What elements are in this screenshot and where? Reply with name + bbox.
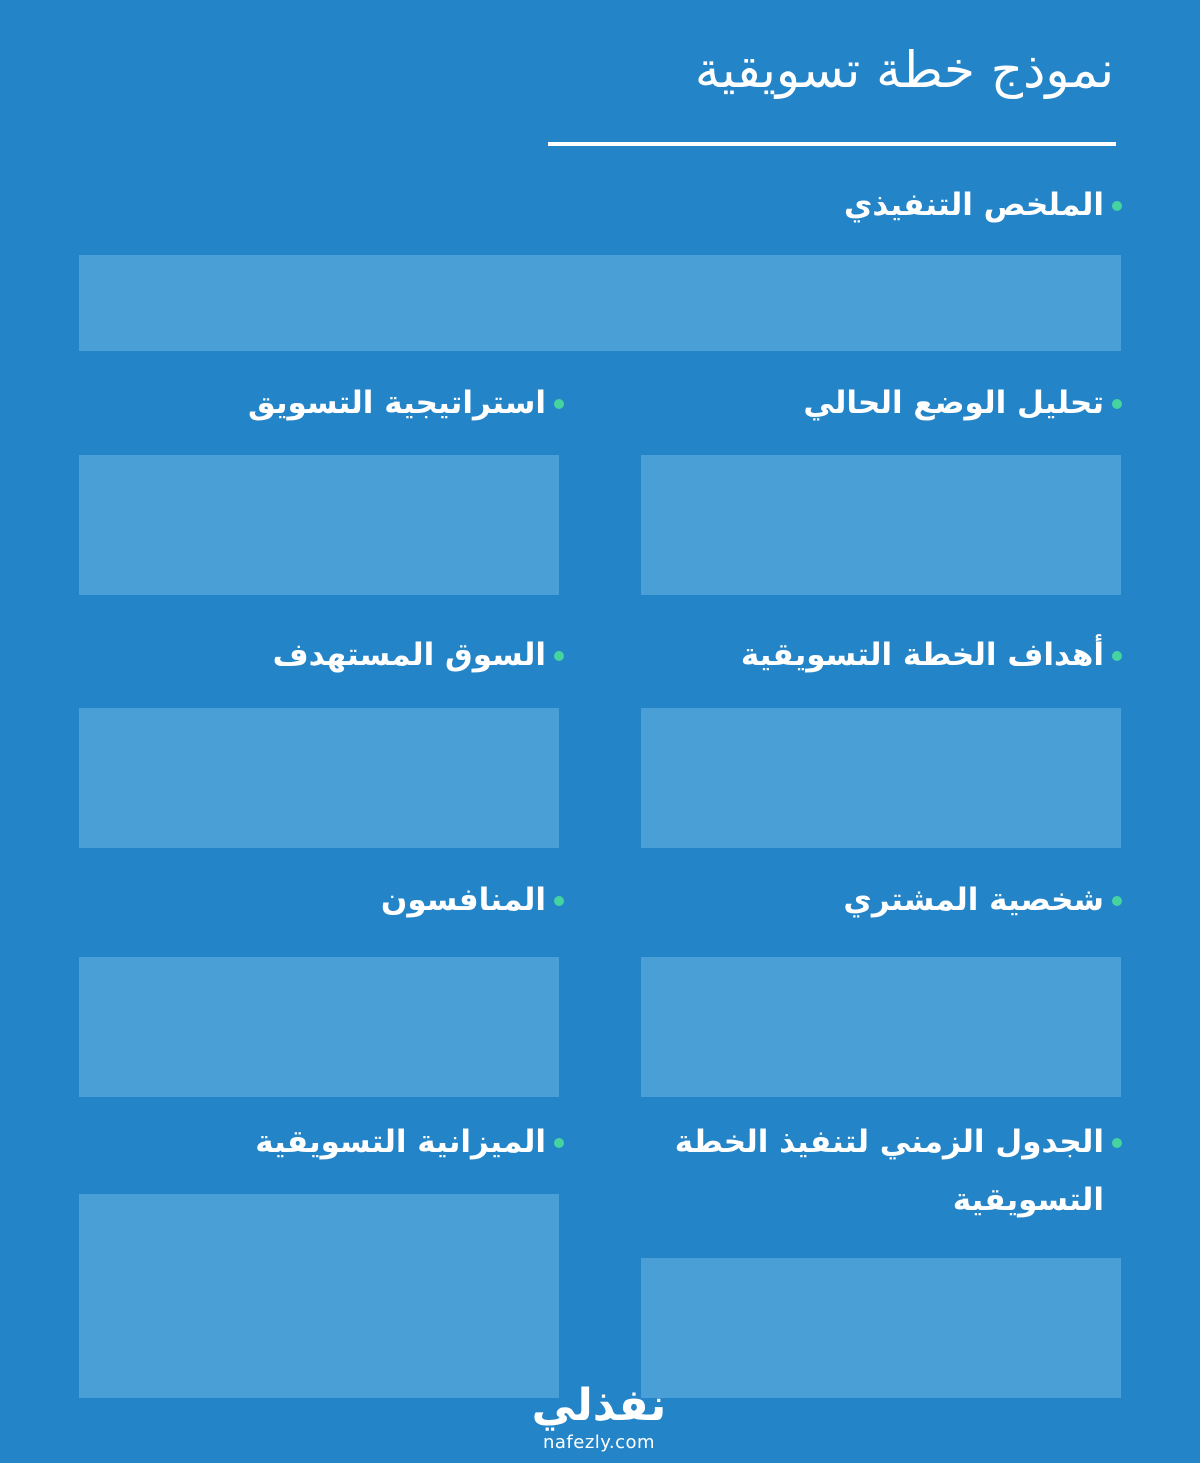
section-executive-summary-label: الملخص التنفيذي	[844, 176, 1122, 234]
bullet-icon	[554, 651, 564, 661]
section-competitors-label: المنافسون	[381, 871, 564, 929]
page-title: نموذج خطة تسويقية	[694, 41, 1114, 99]
section-target-market-label: السوق المستهدف	[273, 626, 564, 684]
section-buyer-persona-label: شخصية المشتري	[843, 871, 1122, 929]
section-situation-analysis-label: تحليل الوضع الحالي	[803, 374, 1122, 432]
section-budget-label: الميزانية التسويقية	[255, 1113, 564, 1171]
section-marketing-strategy-label: استراتيجية التسويق	[248, 374, 564, 432]
executive-summary-box[interactable]	[79, 255, 1121, 351]
timeline-box[interactable]	[641, 1258, 1121, 1398]
nafezly-logo	[524, 1380, 674, 1460]
buyer-persona-box[interactable]	[641, 957, 1121, 1097]
bullet-icon	[1112, 1138, 1122, 1148]
target-market-box[interactable]	[79, 708, 559, 848]
section-plan-goals-label: أهداف الخطة التسويقية	[741, 626, 1122, 684]
marketing-strategy-box[interactable]	[79, 455, 559, 595]
bullet-icon	[554, 1138, 564, 1148]
plan-goals-box[interactable]	[641, 708, 1121, 848]
bullet-icon	[554, 399, 564, 409]
bullet-icon	[1112, 399, 1122, 409]
situation-analysis-box[interactable]	[641, 455, 1121, 595]
bullet-icon	[554, 896, 564, 906]
title-underline	[548, 142, 1116, 146]
logo-arabic-text: نفذلي	[531, 1380, 667, 1431]
section-timeline-label: الجدول الزمني لتنفيذ الخطة التسويقية	[664, 1113, 1122, 1229]
bullet-icon	[1112, 896, 1122, 906]
competitors-box[interactable]	[79, 957, 559, 1097]
bullet-icon	[1112, 201, 1122, 211]
bullet-icon	[1112, 651, 1122, 661]
budget-box[interactable]	[79, 1194, 559, 1398]
logo-url-text: nafezly.com	[542, 1432, 656, 1453]
